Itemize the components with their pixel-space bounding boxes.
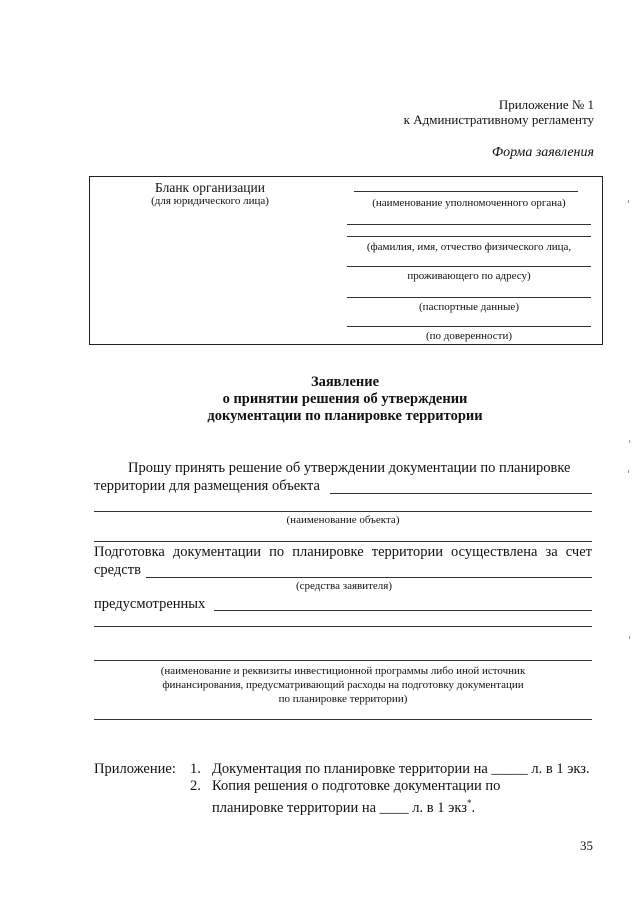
program-label: предусмотренных <box>94 596 206 612</box>
footnote-mark: * <box>466 798 472 808</box>
proxy-caption: (по доверенности) <box>425 330 513 342</box>
attachment-2-number: 2. <box>190 778 201 794</box>
attachment-2-line-2 <box>212 794 475 817</box>
scan-artifact <box>628 200 629 203</box>
funding-line-1: Подготовка документации по планировке территории осуществлена за счет <box>94 544 592 560</box>
attachment-1-number: 1. <box>190 761 201 777</box>
address-line <box>347 266 591 267</box>
program-caption-1: (наименование и реквизиты инвестиционной программы либо иной источник <box>160 665 526 677</box>
org-blank-note: (для юридического лица) <box>151 195 269 207</box>
program-line-4 <box>94 719 592 720</box>
program-caption <box>94 664 592 706</box>
attachment-1-text: Документация по планировке территории на _____ л. в 1 экз. <box>212 761 590 777</box>
program-caption-3: по планировке территории) <box>278 693 408 705</box>
funds-line <box>146 577 592 578</box>
object-line-inline <box>330 493 592 494</box>
program-line-3 <box>94 660 592 661</box>
scan-artifact <box>628 470 629 473</box>
document-title <box>90 374 600 425</box>
funding-line-2: средств <box>94 562 141 578</box>
applicant-line-1 <box>347 224 591 225</box>
title-line-3: документации по планировке территории <box>207 408 483 424</box>
org-blank-label: Бланк организации <box>155 180 265 195</box>
form-label: Форма заявления <box>491 145 594 160</box>
page-number: 35 <box>580 838 593 853</box>
object-line-extra <box>94 541 592 542</box>
passport-caption: (паспортные данные) <box>419 301 519 313</box>
object-line-full <box>94 511 592 512</box>
program-line-inline <box>214 610 592 611</box>
applicant-name-caption: (фамилия, имя, отчество физического лица, <box>366 241 572 253</box>
attachment-2-line-1: Копия решения о подготовке документации по <box>212 778 501 794</box>
authority-line <box>354 191 578 192</box>
attachment-2-end: . <box>471 799 476 816</box>
attachment-2-line-2-text: планировке территории на ____ л. в 1 экз <box>212 799 467 816</box>
funds-caption: (средства заявителя) <box>295 580 393 592</box>
object-caption: (наименование объекта) <box>286 514 400 526</box>
authority-caption: (наименование уполномоченного органа) <box>372 197 566 209</box>
scan-artifact <box>629 440 630 443</box>
passport-line <box>347 297 591 298</box>
address-caption: проживающего по адресу) <box>407 270 531 282</box>
request-line-1: Прошу принять решение об утверждении документации по планировке <box>128 460 571 476</box>
program-line-2 <box>94 626 592 627</box>
scan-artifact <box>629 636 630 639</box>
request-line-2: территории для размещения объекта <box>94 478 320 494</box>
program-caption-2: финансирования, предусматривающий расходы на подготовку документации <box>162 679 524 691</box>
attachments-label: Приложение: <box>94 761 176 777</box>
regulation-reference: к Административному регламенту <box>403 112 594 127</box>
appendix-number: Приложение № 1 <box>498 97 594 112</box>
title-line-2: о принятии решения об утверждении <box>222 391 468 407</box>
title-line-1: Заявление <box>310 374 380 390</box>
applicant-line-2 <box>347 236 591 237</box>
proxy-line <box>347 326 591 327</box>
